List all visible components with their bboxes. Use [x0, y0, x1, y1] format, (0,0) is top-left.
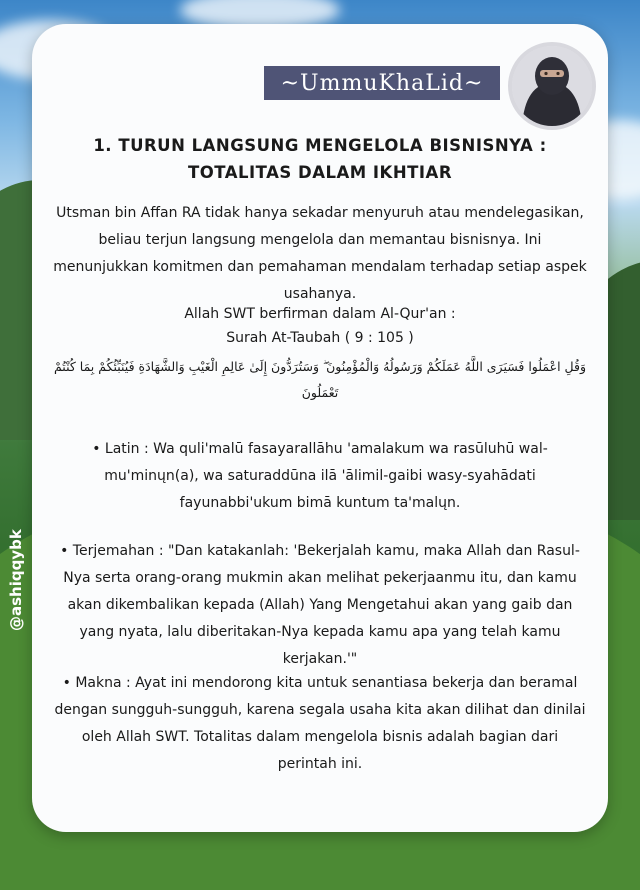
niqab-woman-icon — [512, 46, 592, 126]
meaning-paragraph: • Makna : Ayat ini mendorong kita untuk senantiasa bekerja dan beramal dengan sungguh-sungguh, karena segala usaha kita akan dilihat dan dinilai oleh Allah SWT. Totalitas dalam mengelola bisnis adalah bagian dari perintah ini. — [54, 675, 586, 772]
verse-reference: Surah At-Taubah ( 9 : 105 ) — [226, 330, 414, 346]
translation-paragraph: • Terjemahan : "Dan katakanlah: 'Bekerjalah kamu, maka Allah dan Rasul-Nya serta orang-orang mukmin akan melihat pekerjaanmu itu, dan kamu akan dikembalikan kepada (Allah) Yang Mengetahui akan yang gaib dan yang nyata, lalu diberitakan-Nya kepada kamu apa yang telah kamu kerjakan.'" — [60, 543, 580, 667]
author-name: ~UmmuKhaLid~ — [280, 70, 484, 96]
latin-transliteration: • Latin : Wa quli'malū fasayarallāhu 'amalakum wa rasūluhū wal-mu'minųn(a), wa saturaddūna ilā 'ālimil-gaibi wasy-syahādati fayunabbi'ukum bimā kuntum ta'malųn. — [92, 441, 548, 511]
author-banner — [264, 66, 500, 100]
page-title: 1. TURUN LANGSUNG MENGELOLA BISNISNYA : TOTALITAS DALAM IKHTIAR — [93, 136, 547, 182]
intro-paragraph: Utsman bin Affan RA tidak hanya sekadar menyuruh atau mendelegasikan, beliau terjun langsung mengelola dan memantau bisnisnya. Ini menunjukkan komitmen dan pemahaman mendalam terhadap setiap aspek usahanya. — [53, 205, 587, 302]
verse-intro: Allah SWT berfirman dalam Al-Qur'an : — [184, 306, 456, 322]
avatar — [508, 42, 596, 130]
watermark: @ashiqqybk — [7, 529, 25, 631]
arabic-verse: وَقُلِ اعْمَلُوا فَسَيَرَى اللَّهُ عَمَلَكُمْ وَرَسُولُهُ وَالْمُؤْمِنُونَ ۖ وَسَتُرَدُّونَ إِلَىٰ عَالِمِ الْغَيْبِ وَالشَّهَادَةِ فَيُنَبِّئُكُمْ بِمَا كُنْتُمْ تَعْمَلُونَ — [53, 359, 586, 400]
content-card — [32, 24, 608, 832]
